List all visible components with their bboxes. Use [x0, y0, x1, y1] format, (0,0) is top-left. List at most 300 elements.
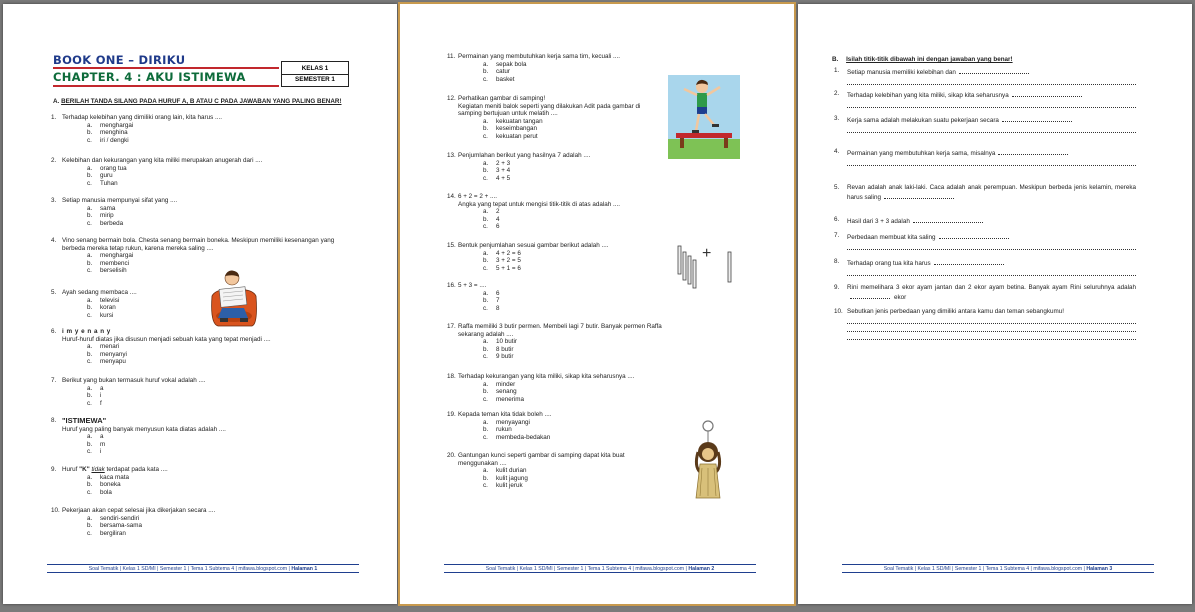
option-letter: a.	[87, 343, 93, 351]
option-text: kaca mata	[100, 473, 130, 481]
option-text: 8	[496, 304, 500, 312]
section-prefix: B.	[832, 56, 839, 63]
question-number: 8.	[51, 417, 57, 424]
item-text-part: Hasil dari 3 + 3 adalah	[847, 218, 910, 225]
answer-option	[87, 212, 351, 220]
answer-option	[483, 125, 663, 133]
question-text-part: "ISTIMEWA"	[62, 416, 107, 425]
answer-option	[483, 353, 663, 361]
option-text: basket	[496, 75, 515, 83]
option-text: 3 + 2 = 5	[496, 257, 521, 265]
question-number: 1.	[51, 114, 57, 121]
question-item	[51, 197, 351, 227]
option-letter: b.	[87, 522, 93, 530]
question-text-part: 5 + 3 = ....	[458, 282, 487, 289]
option-letter: c.	[87, 136, 92, 144]
option-letter: b.	[483, 167, 489, 175]
answer-option	[87, 522, 351, 530]
question-number: 17.	[447, 323, 456, 330]
option-text: 2 + 3	[496, 159, 511, 167]
option-text: 7	[496, 297, 500, 305]
option-letter: a.	[87, 473, 93, 481]
question-text-part: Vino senang bermain bola. Chesta senang bermain boneka. Meskipun memiliki kesenangan yang berbeda mereka tetap rukun, karena mereka saling ....	[62, 237, 335, 252]
answer-option	[87, 205, 351, 213]
question-number: 7.	[51, 377, 57, 384]
question-item	[51, 328, 351, 366]
answer-line[interactable]	[847, 77, 1136, 85]
option-text: 4 + 5	[496, 174, 511, 182]
answer-option	[483, 250, 663, 258]
question-text-part: Setiap manusia mempunyai sifat yang ....	[62, 197, 178, 204]
option-text: 5 + 1 = 6	[496, 264, 521, 272]
question-item	[51, 507, 351, 537]
option-letter: b.	[483, 68, 489, 76]
page-2	[400, 4, 794, 604]
option-text: 6	[496, 223, 500, 231]
question-text	[62, 237, 351, 252]
option-text: menyapu	[100, 358, 126, 366]
question-text-part: Bentuk penjumlahan sesuai gambar berikut adalah ....	[458, 242, 609, 249]
question-text	[458, 152, 663, 160]
question-item	[447, 411, 663, 441]
option-letter: c.	[87, 311, 92, 319]
question-text-part: Berikut yang bukan termasuk huruf vokal adalah ....	[62, 377, 206, 384]
answer-option	[483, 175, 663, 183]
question-text-part: Raffa memiliki 3 butir permen. Membeli lagi 7 butir. Banyak permen Raffa sekarang adalah ....	[458, 323, 662, 338]
option-letter: a.	[87, 121, 93, 129]
answer-blank[interactable]	[884, 192, 954, 199]
option-letter: b.	[87, 440, 93, 448]
question-text-part: Perhatikan gambar di samping!	[458, 95, 546, 102]
option-text: koran	[100, 304, 116, 312]
footer-page-number: Halaman 1	[291, 566, 318, 572]
option-text: menghargai	[100, 252, 134, 260]
option-letter: a.	[483, 289, 489, 297]
fill-in-item	[834, 308, 1136, 340]
item-text	[847, 284, 1136, 301]
question-item	[447, 323, 663, 361]
option-text: guru	[100, 172, 113, 180]
item-text	[847, 258, 1136, 268]
item-text-part: Setiap manusia memiliki kelebihan dan	[847, 69, 956, 76]
question-text-part: terdapat pada kata ....	[104, 466, 168, 473]
option-text: menyanyi	[100, 350, 127, 358]
option-text: a	[100, 384, 104, 392]
kelas-label: KELAS 1	[301, 65, 329, 72]
question-text	[62, 507, 351, 515]
title-divider	[53, 85, 279, 87]
item-text	[847, 232, 1136, 242]
footer-page-number: Halaman 3	[1086, 566, 1113, 572]
option-letter: a.	[87, 514, 93, 522]
question-item	[51, 157, 351, 187]
question-item	[51, 417, 351, 456]
option-text: menghina	[100, 129, 128, 137]
answer-line[interactable]	[847, 316, 1136, 324]
item-text-part: Rini memelihara 3 ekor ayam jantan dan 2 ekor ayam betina. Banyak ayam Rini seluruhnya adalah	[847, 284, 1136, 291]
option-text: menari	[100, 343, 120, 351]
item-text-part: Kerja sama adalah melakukan suatu pekerjaan secara	[847, 117, 999, 124]
option-text: kursi	[100, 311, 114, 319]
question-text	[62, 114, 351, 122]
question-item	[51, 377, 351, 407]
answer-option	[483, 160, 663, 168]
option-letter: a.	[483, 159, 489, 167]
answer-option	[87, 515, 351, 523]
answer-option	[483, 467, 663, 475]
answer-blank[interactable]	[913, 216, 983, 223]
option-letter: b.	[483, 345, 489, 353]
option-text: kulit durian	[496, 467, 527, 475]
answer-option	[87, 481, 351, 489]
option-text: minder	[496, 380, 516, 388]
kelas-box	[281, 61, 349, 87]
option-text: keseimbangan	[496, 125, 537, 133]
item-number: 10.	[834, 308, 843, 315]
answer-option	[483, 434, 663, 442]
question-text	[62, 466, 351, 474]
option-letter: c.	[87, 358, 92, 366]
answer-option	[483, 290, 663, 298]
question-text	[458, 193, 663, 201]
footer-text: Soal Tematik | Kelas 1 SD/MI | Semester 1 | Tema 1 Subtema 4 | mifawa.blogspot.com |	[883, 566, 1085, 572]
option-text: menghargai	[100, 121, 134, 129]
footer-text: Soal Tematik | Kelas 1 SD/MI | Semester 1 | Tema 1 Subtema 4 | mifawa.blogspot.com |	[88, 566, 290, 572]
answer-option	[87, 180, 351, 188]
option-letter: a.	[87, 433, 93, 441]
answer-option	[87, 220, 351, 228]
question-text-part: i m y e n a n y	[62, 328, 111, 335]
answer-option	[483, 133, 663, 141]
option-letter: a.	[87, 296, 93, 304]
section-b-text: Isilah titik-titik dibawah ini dengan jawaban yang benar!	[846, 56, 1013, 63]
question-text-part: Huruf	[62, 466, 80, 473]
question-text-part: Ayah sedang membaca ....	[62, 289, 137, 296]
item-suffix: ekor	[894, 293, 907, 301]
question-number: 9.	[51, 466, 57, 473]
option-text: sepak bola	[496, 60, 527, 68]
option-letter: b.	[87, 304, 93, 312]
question-number: 15.	[447, 242, 456, 249]
option-text: bergiliran	[100, 529, 126, 537]
footer	[842, 564, 1154, 573]
option-letter: c.	[483, 75, 488, 83]
question-item	[51, 237, 351, 275]
question-text-2: Kegiatan meniti balok seperti yang dilakukan Adit pada gambar di samping bertujuan untuk melatih ....	[458, 102, 641, 118]
answer-option	[483, 338, 663, 346]
option-letter: c.	[483, 304, 488, 312]
fill-in-item	[834, 67, 1136, 85]
answer-option	[483, 223, 663, 231]
question-item	[447, 373, 663, 403]
question-text-part: Penjumlahan berikut yang hasilnya 7 adalah ....	[458, 152, 591, 159]
question-text-part: tidak	[91, 466, 105, 473]
boy-balance-beam-illustration	[668, 75, 740, 159]
question-item	[447, 152, 663, 182]
item-text-part: Permainan yang membutuhkan kerja sama, misalnya	[847, 150, 996, 157]
answer-option	[87, 129, 351, 137]
answer-blank[interactable]	[1012, 90, 1082, 97]
answer-option	[87, 474, 351, 482]
fill-in-item	[834, 232, 1136, 250]
option-text: 4	[496, 215, 500, 223]
option-letter: a.	[483, 380, 489, 388]
item-number: 8.	[834, 258, 840, 265]
option-text: iri / dengki	[100, 136, 129, 144]
title-divider	[53, 67, 279, 69]
question-text-2: Angka yang tepat untuk mengisi titik-titik di atas adalah ....	[458, 200, 621, 208]
option-text: 10 butir	[496, 338, 518, 346]
question-text	[458, 411, 663, 419]
option-letter: b.	[87, 172, 93, 180]
option-letter: c.	[483, 132, 488, 140]
question-text	[62, 289, 351, 297]
answer-option	[483, 305, 663, 313]
question-text	[458, 452, 663, 467]
fill-in-item	[834, 258, 1136, 276]
answer-blank[interactable]	[934, 258, 1004, 265]
answer-option	[483, 61, 663, 69]
question-text	[62, 197, 351, 205]
option-text: i	[100, 392, 102, 400]
question-number: 3.	[51, 197, 57, 204]
item-number: 6.	[834, 216, 840, 223]
option-text: 4 + 2 = 6	[496, 249, 521, 257]
answer-line[interactable]	[847, 158, 1136, 166]
fill-in-item	[834, 284, 1136, 301]
answer-option	[87, 252, 351, 260]
option-letter: c.	[87, 399, 92, 407]
item-text	[847, 67, 1136, 77]
option-letter: b.	[483, 474, 489, 482]
question-text	[458, 242, 663, 250]
answer-option	[483, 68, 663, 76]
question-number: 5.	[51, 289, 57, 296]
question-text	[62, 417, 351, 426]
item-number: 7.	[834, 232, 840, 239]
option-text: menyayangi	[496, 418, 530, 426]
footer	[47, 564, 359, 573]
question-text	[458, 323, 663, 338]
question-text	[62, 157, 351, 165]
answer-line[interactable]	[847, 332, 1136, 340]
item-text	[847, 115, 1136, 125]
footer-page-number: Halaman 2	[688, 566, 715, 572]
answer-blank[interactable]	[939, 232, 1009, 239]
answer-option	[87, 433, 351, 441]
option-text: catur	[496, 68, 510, 76]
option-letter: c.	[483, 174, 488, 182]
question-text-part: Kelebihan dan kekurangan yang kita miliki merupakan anugerah dari ....	[62, 157, 263, 164]
option-letter: c.	[483, 482, 488, 490]
option-text: 2	[496, 208, 500, 216]
option-letter: c.	[483, 353, 488, 361]
option-letter: a.	[483, 418, 489, 426]
answer-option	[483, 426, 663, 434]
option-letter: a.	[483, 60, 489, 68]
option-letter: b.	[87, 392, 93, 400]
option-text: boneka	[100, 481, 121, 489]
question-item	[447, 53, 663, 83]
item-text	[847, 184, 1136, 201]
answer-blank[interactable]	[998, 148, 1068, 155]
item-number: 9.	[834, 284, 840, 291]
question-text	[458, 373, 663, 381]
item-number: 4.	[834, 148, 840, 155]
section-a-text: BERILAH TANDA SILANG PADA HURUF A, B ATAU C PADA JAWABAN YANG PALING BENAR!	[61, 98, 342, 105]
option-text: 3 + 4	[496, 167, 511, 175]
option-text: membenci	[100, 259, 130, 267]
answer-option	[87, 165, 351, 173]
answer-option	[87, 172, 351, 180]
answer-option	[483, 346, 663, 354]
answer-line[interactable]	[847, 242, 1136, 250]
question-number: 14.	[447, 193, 456, 200]
question-text	[62, 328, 351, 336]
answer-option	[483, 381, 663, 389]
question-number: 20.	[447, 452, 456, 459]
option-text: televisi	[100, 296, 120, 304]
question-text-part: Permainan yang membutuhkan kerja sama tim, kecuali ....	[458, 53, 621, 60]
option-text: sama	[100, 204, 116, 212]
question-item	[447, 282, 663, 312]
option-text: i	[100, 448, 102, 456]
question-number: 13.	[447, 152, 456, 159]
plus-sign: +	[702, 245, 712, 262]
answer-line[interactable]	[847, 324, 1136, 332]
option-letter: a.	[483, 467, 489, 475]
option-letter: a.	[87, 384, 93, 392]
option-letter: c.	[87, 267, 92, 275]
option-letter: b.	[87, 350, 93, 358]
question-number: 4.	[51, 237, 57, 244]
question-item	[447, 95, 663, 141]
item-text-part: Perbedaan membuat kita saling	[847, 234, 936, 241]
option-letter: b.	[483, 215, 489, 223]
answer-blank[interactable]	[850, 292, 890, 299]
option-text: Tuhan	[100, 179, 118, 187]
answer-option	[87, 358, 351, 366]
question-text-part: Pekerjaan akan cepat selesai jika dikerjakan secara ....	[62, 507, 216, 514]
answer-option	[483, 419, 663, 427]
section-a-heading	[53, 98, 349, 105]
corn-husk-doll-keychain-illustration	[688, 418, 728, 502]
fill-in-item	[834, 148, 1136, 166]
answer-blank[interactable]	[959, 67, 1029, 74]
footer-text: Soal Tematik | Kelas 1 SD/MI | Semester 1 | Tema 1 Subtema 4 | mifawa.blogspot.com |	[485, 566, 687, 572]
answer-option	[483, 388, 663, 396]
option-letter: b.	[483, 388, 489, 396]
item-number: 1.	[834, 67, 840, 74]
answer-option	[483, 297, 663, 305]
option-letter: c.	[87, 179, 92, 187]
item-text	[847, 216, 1136, 226]
option-letter: b.	[87, 481, 93, 489]
option-letter: a.	[483, 117, 489, 125]
item-text-part: Terhadap orang tua kita harus	[847, 260, 931, 267]
answer-option	[483, 257, 663, 265]
question-number: 12.	[447, 95, 456, 102]
item-text-part: Revan adalah anak laki-laki. Caca adalah anak perempuan. Meskipun berbeda jenis kelamin, mereka harus saling	[847, 184, 1136, 201]
option-letter: c.	[483, 264, 488, 272]
option-letter: a.	[483, 249, 489, 257]
answer-option	[87, 385, 351, 393]
answer-option	[483, 265, 663, 273]
option-letter: b.	[483, 257, 489, 265]
option-text: a	[100, 433, 104, 441]
answer-option	[87, 343, 351, 351]
question-text-part: Gantungan kunci seperti gambar di samping dapat kita buat menggunakan ....	[458, 452, 625, 467]
option-letter: a.	[483, 208, 489, 216]
question-text	[62, 377, 351, 385]
question-text-2: Huruf-huruf diatas jika disusun menjadi sebuah kata yang tepat menjadi ....	[62, 335, 271, 343]
answer-option	[483, 118, 663, 126]
section-b-heading	[832, 56, 1152, 63]
item-number: 5.	[834, 184, 840, 191]
option-text: f	[100, 399, 102, 407]
question-number: 6.	[51, 328, 57, 335]
option-text: menerima	[496, 395, 524, 403]
fill-in-item	[834, 90, 1136, 108]
option-text: bola	[100, 488, 112, 496]
fill-in-item	[834, 184, 1136, 201]
option-text: mirip	[100, 212, 114, 220]
option-text: kekuatan perut	[496, 132, 538, 140]
answer-option	[87, 441, 351, 449]
option-letter: b.	[483, 297, 489, 305]
option-letter: b.	[87, 259, 93, 267]
item-number: 3.	[834, 115, 840, 122]
question-number: 16.	[447, 282, 456, 289]
answer-option	[87, 489, 351, 497]
question-text	[458, 282, 663, 290]
question-item	[447, 193, 663, 231]
option-letter: c.	[87, 448, 92, 456]
option-letter: a.	[87, 164, 93, 172]
option-text: membeda-bedakan	[496, 433, 551, 441]
question-text-2: Huruf yang paling banyak menyusun kata diatas adalah ....	[62, 425, 226, 433]
semester-label: SEMESTER 1	[282, 74, 348, 84]
option-text: kulit jagung	[496, 474, 528, 482]
answer-line[interactable]	[847, 268, 1136, 276]
item-text-part: Terhadap kelebihan yang kita miliki, sikap kita seharusnya	[847, 92, 1009, 99]
option-letter: c.	[87, 488, 92, 496]
item-text	[847, 308, 1136, 316]
option-text: rukun	[496, 426, 512, 434]
question-item	[51, 114, 351, 144]
section-prefix: A.	[53, 98, 60, 105]
question-text-part: "K"	[79, 466, 90, 473]
answer-option	[87, 351, 351, 359]
question-number: 11.	[447, 53, 456, 60]
answer-blank[interactable]	[1002, 115, 1072, 122]
option-text: 8 butir	[496, 345, 514, 353]
fill-in-item	[834, 216, 1136, 226]
question-item	[447, 452, 663, 490]
answer-line[interactable]	[847, 100, 1136, 108]
answer-option	[87, 137, 351, 145]
option-letter: a.	[87, 204, 93, 212]
question-item	[447, 242, 663, 272]
question-number: 10.	[51, 507, 60, 514]
answer-option	[483, 208, 663, 216]
question-number: 18.	[447, 373, 456, 380]
answer-option	[483, 216, 663, 224]
answer-option	[87, 530, 351, 538]
item-text	[847, 148, 1136, 158]
answer-line[interactable]	[847, 125, 1136, 133]
answer-option	[483, 482, 663, 490]
